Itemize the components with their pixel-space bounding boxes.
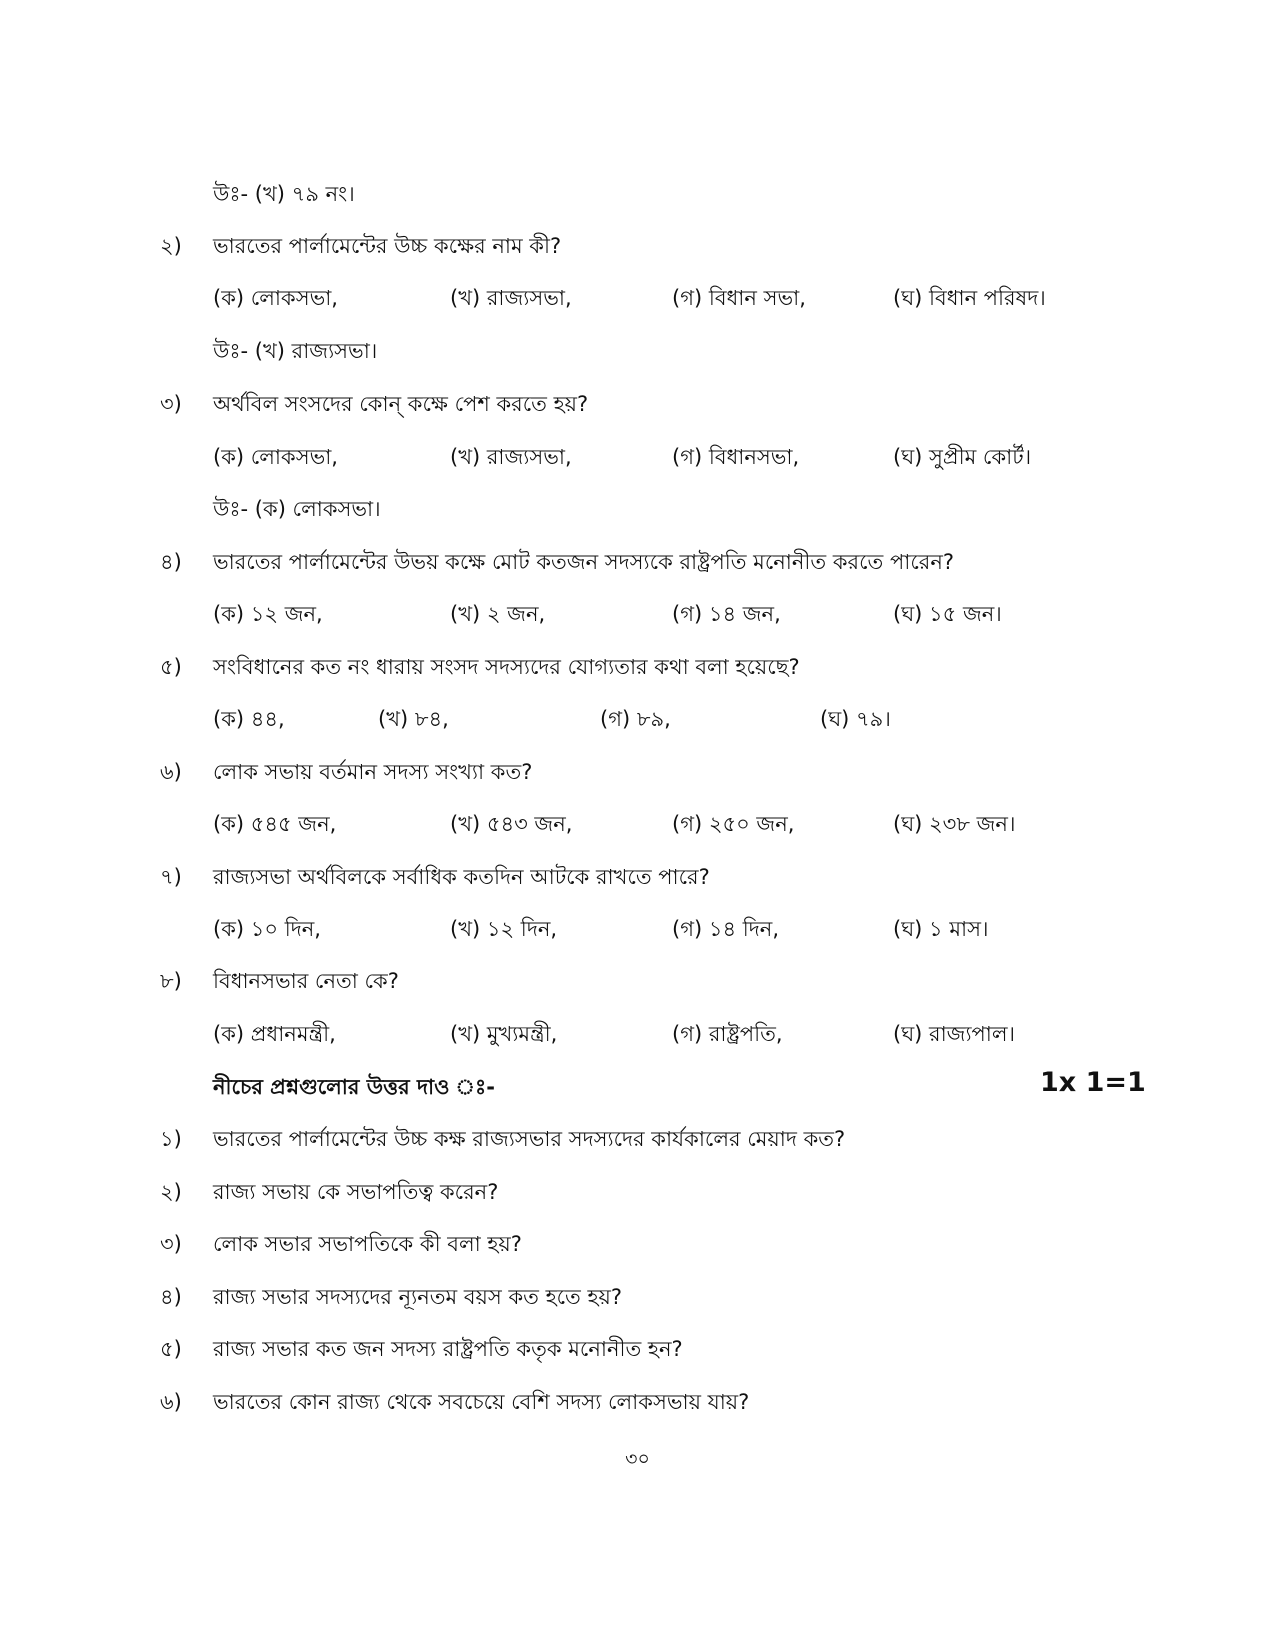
question-number: ৮): [160, 969, 182, 993]
question-text: রাজ্য সভার সদস্যদের ন্যূনতম বয়স কত হতে হয়?: [213, 1285, 623, 1309]
option-ka: (ক) ৪৪,: [213, 707, 285, 731]
option-ga: (গ) ১৪ জন,: [672, 602, 781, 626]
question-text: লোক সভায় বর্তমান সদস্য সংখ্যা কত?: [213, 760, 533, 784]
option-kha: (খ) রাজ্যসভা,: [450, 445, 572, 469]
option-kha: (খ) ৫৪৩ জন,: [450, 812, 573, 836]
option-gha: (ঘ) সুপ্রীম কোর্ট।: [893, 445, 1032, 469]
question-number: ২): [160, 1180, 182, 1204]
answer-text: উঃ- (ক) লোকসভা।: [213, 497, 381, 521]
option-ga: (গ) ৮৯,: [600, 707, 671, 731]
question-text: রাজ্য সভার কত জন সদস্য রাষ্ট্রপতি কতৃক মনোনীত হন?: [213, 1337, 683, 1361]
question-text: বিধানসভার নেতা কে?: [213, 969, 399, 993]
question-number: ২): [160, 234, 182, 258]
option-ka: (ক) লোকসভা,: [213, 286, 338, 310]
question-text: লোক সভার সভাপতিকে কী বলা হয়?: [213, 1232, 522, 1256]
option-gha: (ঘ) ১ মাস।: [893, 917, 989, 941]
option-gha: (ঘ) ২৩৮ জন।: [893, 812, 1016, 836]
question-number: ৭): [160, 865, 182, 889]
option-gha: (ঘ) ৭৯।: [820, 707, 891, 731]
option-ga: (গ) বিধানসভা,: [672, 445, 800, 469]
question-text: সংবিধানের কত নং ধারায় সংসদ সদস্যদের যোগ্যতার কথা বলা হয়েছে?: [213, 655, 800, 679]
question-number: ৬): [160, 760, 182, 784]
option-ga: (গ) ২৫০ জন,: [672, 812, 795, 836]
question-number: ৫): [160, 1337, 182, 1361]
question-number: ৩): [160, 392, 182, 416]
option-ka: (ক) ৫৪৫ জন,: [213, 812, 337, 836]
question-number: ১): [160, 1127, 182, 1151]
question-text: ভারতের পার্লামেন্টের উচ্চ কক্ষের নাম কী?: [213, 234, 562, 258]
page-number: ৩০: [625, 1448, 650, 1470]
answer-text: উঃ- (খ) ৭৯ নং।: [213, 182, 355, 206]
question-text: রাজ্যসভা অর্থবিলকে সর্বাধিক কতদিন আটকে রাখতে পারে?: [213, 865, 710, 889]
question-number: ৪): [160, 550, 182, 574]
section-heading: নীচের প্রশ্নগুলোর উত্তর দাও ঃ-: [213, 1075, 495, 1099]
option-ga: (গ) বিধান সভা,: [672, 286, 806, 310]
option-kha: (খ) ৮৪,: [378, 707, 449, 731]
option-gha: (ঘ) রাজ্যপাল।: [893, 1022, 1016, 1046]
marks-label: 1x 1=1: [1040, 1067, 1146, 1098]
option-ka: (ক) প্রধানমন্ত্রী,: [213, 1022, 336, 1046]
option-kha: (খ) ২ জন,: [450, 602, 546, 626]
question-text: অর্থবিল সংসদের কোন্ কক্ষে পেশ করতে হয়?: [213, 392, 589, 416]
option-ka: (ক) ১২ জন,: [213, 602, 323, 626]
question-number: ৫): [160, 655, 182, 679]
option-ka: (ক) লোকসভা,: [213, 445, 338, 469]
option-kha: (খ) মুখ্যমন্ত্রী,: [450, 1022, 558, 1046]
question-text: ভারতের পার্লামেন্টের উভয় কক্ষে মোট কতজন সদস্যকে রাষ্ট্রপতি মনোনীত করতে পারেন?: [213, 550, 954, 574]
question-text: ভারতের পার্লামেন্টের উচ্চ কক্ষ রাজ্যসভার সদস্যদের কার্যকালের মেয়াদ কত?: [213, 1127, 846, 1151]
question-number: ৪): [160, 1285, 182, 1309]
question-text: ভারতের কোন রাজ্য থেকে সবচেয়ে বেশি সদস্য লোকসভায় যায়?: [213, 1390, 750, 1414]
option-kha: (খ) ১২ দিন,: [450, 917, 558, 941]
question-number: ৩): [160, 1232, 182, 1256]
option-gha: (ঘ) বিধান পরিষদ।: [893, 286, 1046, 310]
answer-text: উঃ- (খ) রাজ্যসভা।: [213, 339, 378, 363]
option-ga: (গ) ১৪ দিন,: [672, 917, 780, 941]
option-ka: (ক) ১০ দিন,: [213, 917, 321, 941]
option-ga: (গ) রাষ্ট্রপতি,: [672, 1022, 783, 1046]
option-gha: (ঘ) ১৫ জন।: [893, 602, 1002, 626]
question-text: রাজ্য সভায় কে সভাপতিত্ব করেন?: [213, 1180, 499, 1204]
option-kha: (খ) রাজ্যসভা,: [450, 286, 572, 310]
question-number: ৬): [160, 1390, 182, 1414]
